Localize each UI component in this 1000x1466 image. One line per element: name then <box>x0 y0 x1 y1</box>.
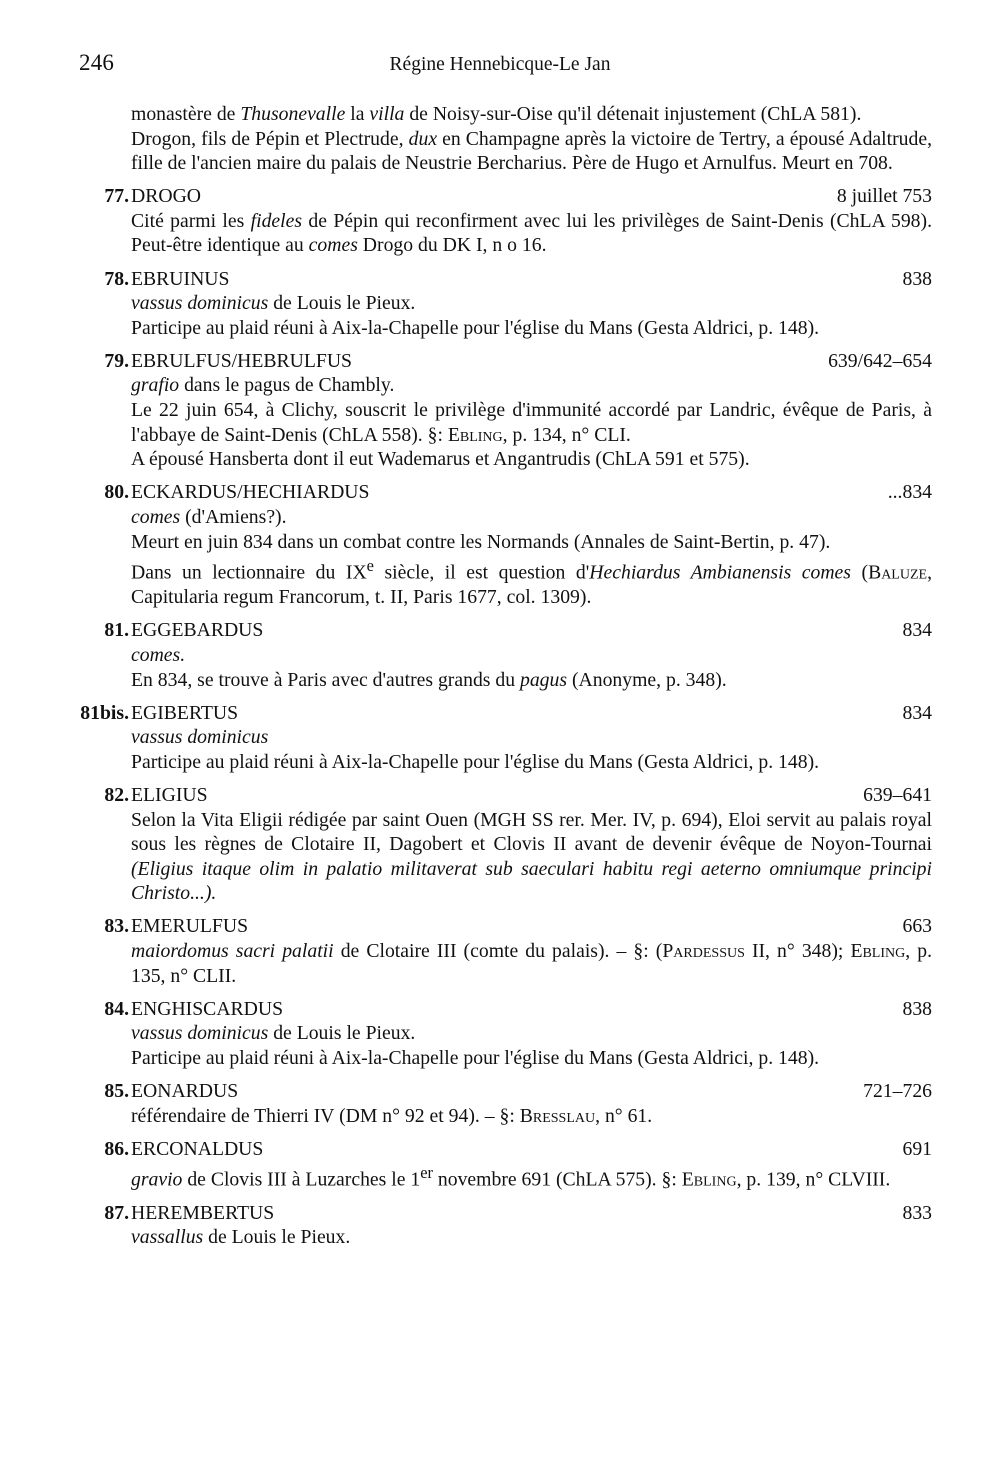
entry-name: ECKARDUS/HECHIARDUS <box>131 481 370 504</box>
entry-name: ERCONALDUS <box>131 1137 264 1160</box>
entry-date: 663 <box>902 915 932 938</box>
entry-number: 83. <box>104 915 129 938</box>
entry-date: ...834 <box>887 481 932 504</box>
entry <box>104 1079 932 1128</box>
entry-name: ELIGIUS <box>131 783 208 806</box>
entry-date: 834 <box>902 619 932 642</box>
entry-name: EBRUINUS <box>131 267 230 290</box>
entry-date: 838 <box>902 267 932 290</box>
entry <box>104 997 932 1071</box>
entry-text: Cité parmi les fideles de Pépin qui reconfirment avec lui les privilèges de Saint-Denis (ChLA 598). Peut-être identique au comes Drogo du DK I, n o 16. <box>131 209 932 257</box>
entry-heading <box>104 618 932 643</box>
entry-heading <box>104 184 932 209</box>
entry <box>104 914 932 988</box>
entry-number: 81. <box>104 619 129 642</box>
entry-number: 82. <box>104 783 129 806</box>
entry-name: ENGHISCARDUS <box>131 997 284 1020</box>
entry-text: vassus dominicus <box>131 726 269 749</box>
intro-paragraph: monastère de Thusonevalle la villa de Noisy-sur-Oise qu'il détenait injustement (ChLA 581). <box>131 103 862 125</box>
prosopography-entries <box>80 184 932 1250</box>
entry-heading <box>104 349 932 374</box>
entry-name: EGGEBARDUS <box>131 619 264 642</box>
entry-number: 79. <box>104 349 129 372</box>
entry-number: 87. <box>104 1201 129 1224</box>
entry <box>104 783 932 906</box>
entry-text: grafio dans le pagus de Chambly. <box>131 374 395 397</box>
entry-heading <box>104 1201 932 1226</box>
page-content <box>80 102 933 1250</box>
entry-number: 84. <box>104 997 129 1020</box>
entry-text: comes (d'Amiens?). <box>131 505 287 528</box>
entry-heading <box>104 1137 932 1162</box>
entry-text: Participe au plaid réuni à Aix-la-Chapelle pour l'église du Mans (Gesta Aldrici, p. 148). <box>131 1046 820 1069</box>
entry-number: 86. <box>104 1137 129 1160</box>
entry <box>104 184 932 258</box>
entry-heading <box>104 997 932 1022</box>
entry-text: Participe au plaid réuni à Aix-la-Chapelle pour l'église du Mans (Gesta Aldrici, p. 148). <box>131 750 820 773</box>
entry-name: EONARDUS <box>131 1079 239 1102</box>
entry <box>104 1201 932 1250</box>
entry-number: 81bis. <box>80 701 129 724</box>
entry <box>104 480 932 610</box>
running-head: Régine Hennebicque-Le Jan <box>389 54 611 75</box>
intro-paragraphs <box>131 102 932 176</box>
entry-name: EMERULFUS <box>131 915 249 938</box>
entry-text: Participe au plaid réuni à Aix-la-Chapelle pour l'église du Mans (Gesta Aldrici, p. 148). <box>131 316 820 339</box>
entry-heading <box>104 267 932 292</box>
entry-date: 639/642–654 <box>828 349 932 372</box>
entry-text: A épousé Hansberta dont il eut Wademarus et Angantrudis (ChLA 591 et 575). <box>131 448 750 471</box>
entry-text: gravio de Clovis III à Luzarches le 1er novembre 691 (ChLA 575). §: Ebling, p. 139, n° CLVIII. <box>131 1163 891 1191</box>
entry <box>104 1137 932 1193</box>
entry-heading <box>104 914 932 939</box>
entry-date: 639–641 <box>863 783 932 806</box>
entry-text: Selon la Vita Eligii rédigée par saint Ouen (MGH SS rer. Mer. IV, p. 694), Eloi servit au palais royal sous les règnes de Clotaire II, Dagobert et Clovis II avant de devenir évêque de Noyon-Tournai (Eligius itaque olim in palatio militaverat sub saeculari habitu regi aeterno omniumque principi Christo...). <box>131 808 932 905</box>
entry-heading <box>80 701 932 726</box>
entry-heading <box>104 1079 932 1104</box>
entry-date: 8 juillet 753 <box>836 185 932 208</box>
entry-text: vassus dominicus de Louis le Pieux. <box>131 1022 416 1045</box>
entry-text: référendaire de Thierri IV (DM n° 92 et 94). – §: Bresslau, n° 61. <box>131 1104 653 1127</box>
entry-name: HEREMBERTUS <box>131 1201 275 1224</box>
entry-heading <box>104 783 932 808</box>
entry-text: Le 22 juin 654, à Clichy, souscrit le privilège d'immunité accordé par Landric, évêque de Paris, à l'abbaye de Saint-Denis (ChLA 558). §: Ebling, p. 134, n° CLI. <box>131 399 932 446</box>
entry-text: maiordomus sacri palatii de Clotaire III (comte du palais). – §: (Pardessus II, n° 348); Ebling, p. 135, n° CLII. <box>131 939 932 987</box>
page-number: 246 <box>79 50 115 75</box>
entry-text: Meurt en juin 834 dans un combat contre les Normands (Annales de Saint-Bertin, p. 47). <box>131 530 831 553</box>
entry-date: 838 <box>902 997 932 1020</box>
entry-number: 78. <box>104 267 129 290</box>
entry-text: comes. <box>131 643 186 666</box>
entry-text: Dans un lectionnaire du IXe siècle, il est question d'Hechiardus Ambianensis comes (Baluze, Capitularia regum Francorum, t. II, Paris 1677, col. 1309). <box>131 556 932 609</box>
entry-date: 833 <box>902 1201 932 1224</box>
entry-date: 721–726 <box>863 1079 932 1102</box>
entry-name: DROGO <box>131 185 202 208</box>
entry-name: EBRULFUS/HEBRULFUS <box>131 349 352 372</box>
entry <box>104 267 932 341</box>
entry-name: EGIBERTUS <box>131 701 239 724</box>
entry <box>80 701 932 775</box>
entry <box>104 349 932 472</box>
intro-paragraph: Drogon, fils de Pépin et Plectrude, dux en Champagne après la victoire de Tertry, a épousé Adaltrude, fille de l'ancien maire du palais de Neustrie Bercharius. Père de Hugo et Arnulfus. Meurt en 708. <box>131 127 933 175</box>
entry-number: 77. <box>104 185 129 208</box>
entry <box>104 618 932 692</box>
entry-number: 85. <box>104 1079 129 1102</box>
entry-date: 834 <box>902 701 932 724</box>
entry-date: 691 <box>902 1137 932 1160</box>
entry-text: En 834, se trouve à Paris avec d'autres grands du pagus (Anonyme, p. 348). <box>131 668 727 691</box>
entry-heading <box>104 480 932 505</box>
entry-number: 80. <box>104 481 129 504</box>
entry-text: vassallus de Louis le Pieux. <box>131 1226 351 1249</box>
entry-text: vassus dominicus de Louis le Pieux. <box>131 292 416 315</box>
